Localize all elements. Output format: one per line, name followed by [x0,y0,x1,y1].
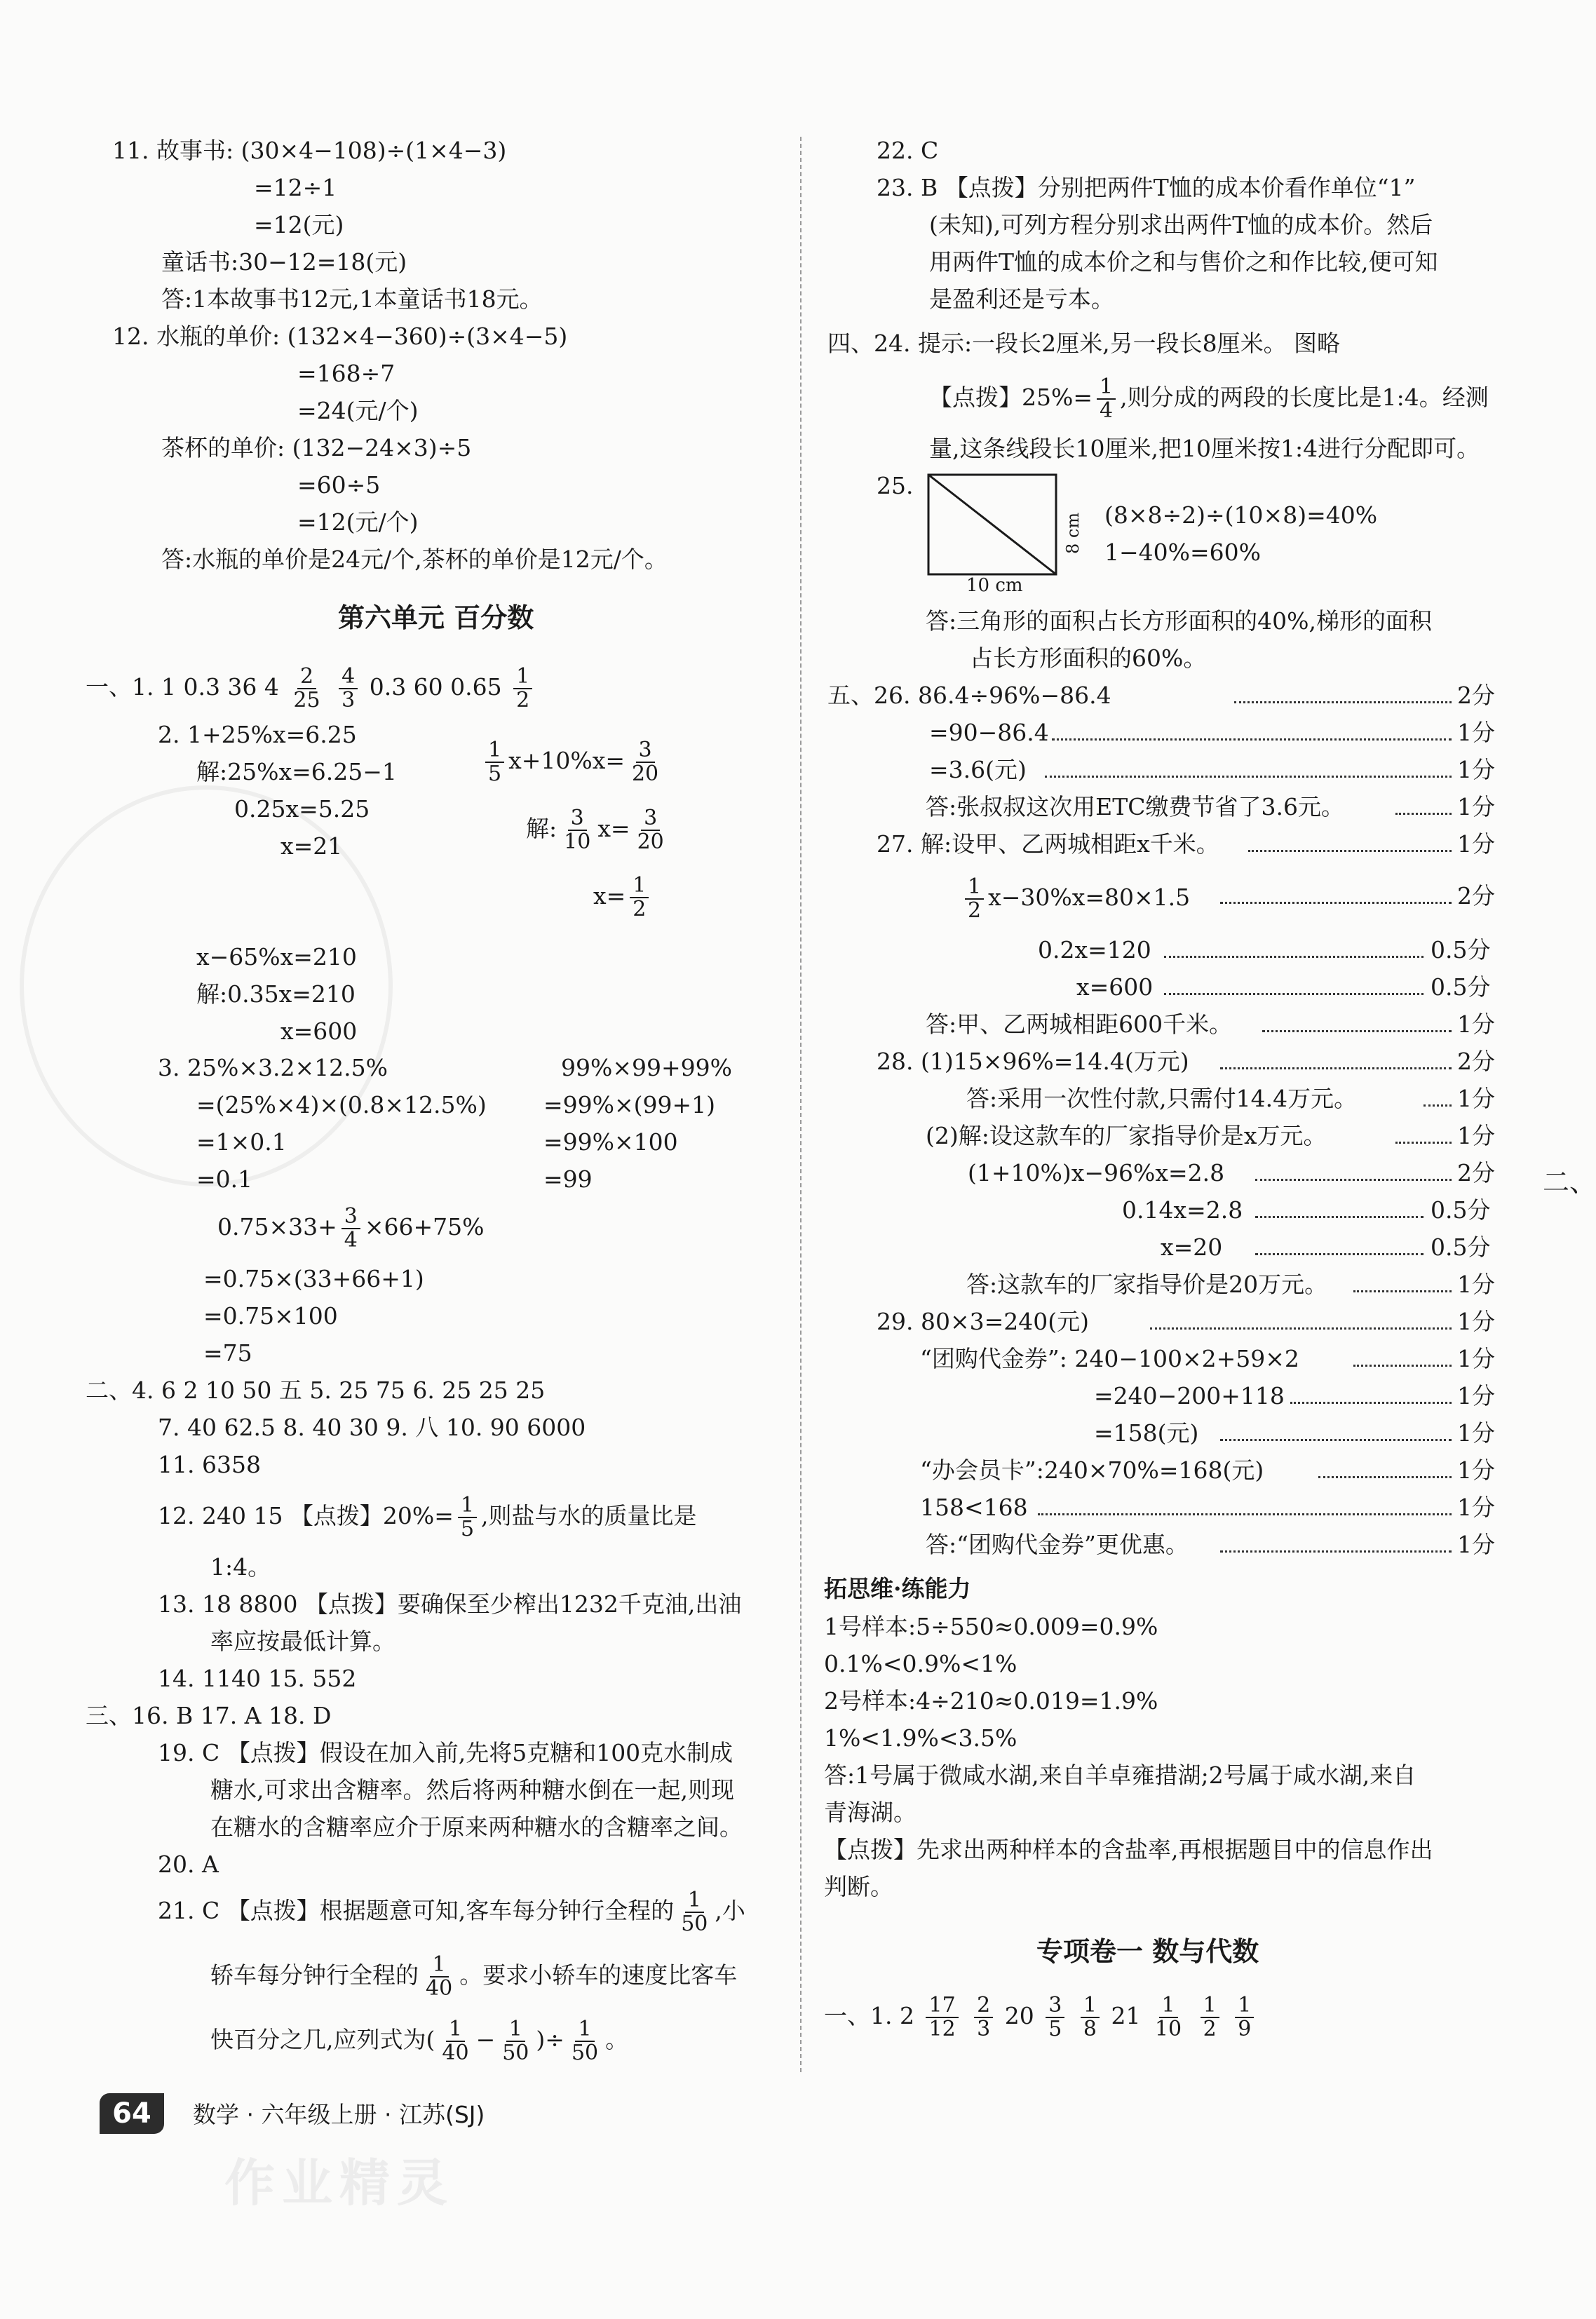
fraction: $\frac{1}{5}$ [485,739,504,785]
fraction: $\frac{1}{2}$ [1201,1994,1219,2041]
q25-answer: 答:三角形的面积占长方形面积的40%,梯形的面积 [926,607,1432,635]
q12-line: 茶杯的单价: (132−24×3)÷5 [161,434,472,461]
q26-line: =90−86.4 [929,719,1049,746]
q3-line: 3. 25%×3.2×12.5% [158,1054,388,1081]
fraction: $\frac{1}{50}$ [681,1888,708,1936]
dotted-leader [1052,738,1452,741]
fraction: $\frac{1}{8}$ [1081,1994,1100,2041]
s1-answers: 一、1. 1 0.3 36 4 $\frac{2}{25}$ $\frac{4}{3}$ 0.3 60 0.65 $\frac{1}{2}$ [86,656,536,719]
score: 1分 [1457,1308,1495,1335]
q28-line: (1+10%)x−96%x=2.8 [968,1159,1225,1186]
dotted-leader [1423,1104,1452,1107]
q26-line: =3.6(元) [929,756,1027,783]
fraction: $\frac{1}{50}$ [571,2017,599,2065]
s3-line: 20. A [158,1851,219,1878]
q28-line: (2)解:设这款车的厂家指导价是x万元。 [926,1122,1327,1149]
s2-line: 率应按最低计算。 [210,1628,395,1655]
fraction: $\frac{1}{40}$ [426,1952,453,2001]
q12-answer: 答:水瓶的单价是24元/个,茶杯的单价是12元/个。 [161,546,668,573]
q2-right-eq1: $\frac{1}{5}$ x+10%x= $\frac{3}{20}$ [481,729,665,792]
q27-line: $\frac{1}{2}$ x−30%x=80×1.5 [961,866,1190,929]
score: 1分 [1457,1085,1495,1112]
score: 1分 [1457,1419,1495,1447]
think-line: 青海湖。 [824,1799,917,1826]
q2-line: 解:0.35x=210 [196,980,356,1008]
dotted-leader [1262,1030,1452,1032]
fraction: $\frac{1}{9}$ [1235,1994,1254,2041]
fraction: $\frac{3}{10}$ [564,806,591,854]
dotted-leader [1150,1327,1452,1330]
score: 1分 [1457,1010,1495,1038]
q12-line: =168÷7 [297,360,395,387]
score: 2分 [1457,882,1495,910]
fraction: $\frac{2}{25}$ [293,664,320,712]
score: 0.5分 [1431,1196,1491,1224]
s2-line: 14. 1140 15. 552 [158,1665,357,1692]
q2-line: 解:25%x=6.25−1 [196,758,397,785]
score: 2分 [1457,1048,1495,1075]
q29-line: “团购代金券”: 240−100×2+59×2 [920,1345,1299,1372]
dotted-leader [1255,1179,1452,1181]
q29-line: “办会员卡”:240×70%=168(元) [920,1456,1264,1484]
q29-line: 158<168 [920,1494,1028,1521]
q28-answer: 答:这款车的厂家指导价是20万元。 [966,1271,1328,1298]
think-title: 拓思维·练能力 [824,1575,971,1602]
q29-answer: 答:“团购代金券”更优惠。 [926,1531,1189,1558]
q3-right-line: =99%×(99+1) [543,1091,716,1118]
s2-line: 7. 40 62.5 8. 40 30 9. 八 10. 90 6000 [158,1414,586,1441]
q27-answer: 答:甲、乙两城相距600千米。 [926,1010,1233,1038]
q23-line: 是盈利还是亏本。 [929,285,1114,313]
diagonal-line [928,475,1056,574]
fraction: $\frac{3}{4}$ [341,1205,360,1252]
fraction: $\frac{1}{2}$ [630,874,649,921]
fraction: $\frac{17}{12}$ [926,1994,958,2041]
q3-line: =1×0.1 [196,1128,287,1156]
s3-line: 19. C 【点拨】假设在加入前,先将5克糖和100克水制成 [158,1739,733,1766]
q23-line: 23. B 【点拨】分别把两件T恤的成本价看作单位“1” [877,174,1416,201]
q23-line: (未知),可列方程分别求出两件T恤的成本价。然后 [929,211,1433,238]
fraction: $\frac{1}{2}$ [513,665,532,712]
score: 1分 [1457,793,1495,820]
q11-line: =12÷1 [254,174,337,201]
watermark: 作业精灵 [224,2154,455,2212]
score: 0.5分 [1431,1233,1491,1261]
fraction: $\frac{2}{3}$ [974,1994,993,2041]
unit6-title: 第六单元 百分数 [338,602,534,633]
score: 2分 [1457,682,1495,709]
special-answers: 一、1. 2 $\frac{17}{12}$ $\frac{2}{3}$ 20 $\frac{3}{5}$ $\frac{1}{8}$ 21 $\frac{1}{10}$ $\frac{1}{2}$ $\frac{1}{9}$ [824,1985,1258,2048]
think-line: 1%<1.9%<3.5% [824,1724,1017,1752]
q28-line: x=20 [1161,1233,1223,1261]
q3-right-line: 99%×99+99% [561,1054,732,1081]
s2-line: 1:4。 [210,1553,271,1581]
dotted-leader [1255,1216,1423,1218]
s3-line: 三、16. B 17. A 18. D [86,1702,332,1729]
score: 1分 [1457,1456,1495,1484]
book-info: 数学 · 六年级上册 · 江苏(SJ) [193,2101,485,2128]
s2-q12: 12. 240 15 【点拨】20%= $\frac{1}{5}$ ,则盐与水的质量比是 [158,1493,697,1541]
dotted-leader [1353,1290,1452,1292]
dotted-leader [1220,902,1452,904]
q12-line: =24(元/个) [297,397,419,424]
dotted-leader [1220,1439,1452,1441]
q25-answer: 占长方形面积的60%。 [970,644,1207,672]
s3-line: 在糖水的含糖率应介于原来两种糖水的含糖率之间。 [210,1813,743,1841]
q3-line: =75 [203,1339,252,1367]
q2-right-eq2: 解: $\frac{3}{10}$ x= $\frac{3}{20}$ [526,797,671,860]
dotted-leader [1290,1402,1452,1404]
q2-line: 2. 1+25%x=6.25 [158,721,357,748]
q28-answer: 答:采用一次性付款,只需付14.4万元。 [966,1085,1358,1112]
dotted-leader [1220,1550,1452,1553]
q12-line: =60÷5 [297,471,381,499]
q11-line: 童话书:30−12=18(元) [161,248,407,276]
fraction: $\frac{1}{5}$ [458,1494,477,1541]
q24-line: 【点拨】25%= $\frac{1}{4}$ ,则分成的两段的长度比是1:4。经测 [929,374,1489,423]
q25-bottom-label: 10 cm [966,575,1023,596]
score: 1分 [1457,719,1495,746]
score: 1分 [1457,830,1495,858]
dotted-leader [1234,701,1452,703]
s2-line: 11. 6358 [158,1451,261,1478]
fraction: $\frac{1}{10}$ [1154,1993,1182,2041]
q25-side-label: 8 cm [1063,512,1083,554]
think-line: 判断。 [824,1873,893,1900]
fraction: $\frac{4}{3}$ [339,665,358,712]
fraction: $\frac{1}{40}$ [442,2017,469,2065]
dotted-leader [1220,1067,1452,1069]
s2-line: 二、4. 6 2 10 50 五 5. 25 75 6. 25 25 25 [86,1377,546,1404]
q11-answer: 答:1本故事书12元,1本童话书18元。 [161,285,543,313]
dotted-leader [1164,956,1423,958]
column-divider [800,137,802,2072]
q29-line: =240−200+118 [1094,1382,1285,1409]
q2-right-eq3: x= $\frac{1}{2}$ [593,865,653,928]
q29-line: =158(元) [1094,1419,1199,1447]
dotted-leader [1395,1142,1452,1144]
score: 1分 [1457,1122,1495,1149]
fraction: $\frac{1}{50}$ [502,2017,529,2065]
q11-line: 11. 故事书: (30×4−108)÷(1×4−3) [112,137,507,164]
page-number-badge: 64 [100,2093,164,2134]
think-line: 答:1号属于微咸水湖,来自羊卓雍措湖;2号属于咸水湖,来自 [824,1762,1416,1789]
score: 0.5分 [1431,936,1491,964]
dotted-leader [1395,813,1452,815]
dotted-leader [1255,1253,1423,1255]
q3-line: =0.75×(33+66+1) [203,1265,424,1292]
q25-label: 25. [877,472,914,499]
q28-line: 28. (1)15×96%=14.4(万元) [877,1048,1189,1075]
score: 1分 [1457,1382,1495,1409]
dotted-leader [1045,776,1452,778]
think-line: 2号样本:4÷210≈0.019=1.9% [824,1687,1158,1715]
q23-line: 用两件T恤的成本价之和与售价之和作比较,便可知 [929,248,1438,276]
think-line: 【点拨】先求出两种样本的含盐率,再根据题目中的信息作出 [824,1836,1433,1863]
q29-line: 29. 80×3=240(元) [877,1308,1089,1335]
q3-right-line: =99%×100 [543,1128,678,1156]
s2-line: 13. 18 8800 【点拨】要确保至少榨出1232千克油,出油 [158,1590,742,1618]
fraction: $\frac{3}{20}$ [637,806,664,854]
q28-line: 0.14x=2.8 [1122,1196,1243,1224]
q2-line: x=21 [280,832,343,860]
q11-line: =12(元) [254,211,344,238]
dotted-leader [1353,1365,1452,1367]
q3-line: =0.75×100 [203,1302,338,1330]
s3-q21: 快百分之几,应列式为( $\frac{1}{40}$ − $\frac{1}{50}$ )÷ $\frac{1}{50}$ 。 [210,2017,629,2065]
score: 1分 [1457,1531,1495,1558]
s3-q21: 21. C 【点拨】根据题意可知,客车每分钟行全程的 $\frac{1}{50}$ ,小 [158,1888,745,1936]
think-line: 0.1%<0.9%<1% [824,1650,1017,1677]
score: 1分 [1457,1271,1495,1298]
q26-line: 五、26. 86.4÷96%−86.4 [827,682,1111,709]
score: 1分 [1457,1345,1495,1372]
q27-line: 27. 解:设甲、乙两城相距x千米。 [877,830,1219,858]
dotted-leader [1038,1513,1452,1515]
q3-line: =0.1 [196,1165,253,1193]
q3-line: =(25%×4)×(0.8×12.5%) [196,1091,487,1118]
fraction: $\frac{1}{2}$ [965,876,984,922]
s3-line: 糖水,可求出含糖率。然后将两种糖水倒在一起,则现 [210,1776,734,1804]
q2-line: x=600 [280,1017,358,1045]
q27-line: 0.2x=120 [1038,936,1151,964]
edge-mark: 二、 [1543,1167,1596,1198]
score: 2分 [1457,1159,1495,1186]
q3-right-line: =99 [543,1165,593,1193]
score: 0.5分 [1431,973,1491,1001]
q24-line: 四、24. 提示:一段长2厘米,另一段长8厘米。 图略 [827,330,1341,357]
think-line: 1号样本:5÷550≈0.009=0.9% [824,1613,1158,1640]
fraction: $\frac{3}{20}$ [631,738,659,786]
q27-line: x=600 [1076,973,1154,1001]
dotted-leader [1318,1476,1452,1478]
q25-line: 1−40%=60% [1104,539,1261,566]
q2-line: 0.25x=5.25 [234,795,370,823]
special-title: 专项卷一 数与代数 [1036,1935,1259,1967]
dotted-leader [1248,850,1452,852]
q12-line: =12(元/个) [297,508,419,536]
fraction: $\frac{3}{5}$ [1046,1994,1064,2041]
s3-q21: 轿车每分钟行全程的 $\frac{1}{40}$ 。要求小轿车的速度比客车 [210,1952,738,2001]
fraction: $\frac{1}{4}$ [1097,376,1116,422]
q3-eq3: 0.75×33+ $\frac{3}{4}$ ×66+75% [217,1204,485,1252]
q24-line: 量,这条线段长10厘米,把10厘米按1:4进行分配即可。 [929,435,1480,462]
score: 1分 [1457,1494,1495,1521]
q25-line: (8×8÷2)÷(10×8)=40% [1104,501,1378,529]
score: 1分 [1457,756,1495,783]
q26-answer: 答:张叔叔这次用ETC缴费节省了3.6元。 [926,793,1344,820]
q2-line: x−65%x=210 [196,943,357,971]
dotted-leader [1164,993,1423,995]
q22: 22. C [877,137,939,164]
q12-line: 12. 水瓶的单价: (132×4−360)÷(3×4−5) [112,323,568,350]
